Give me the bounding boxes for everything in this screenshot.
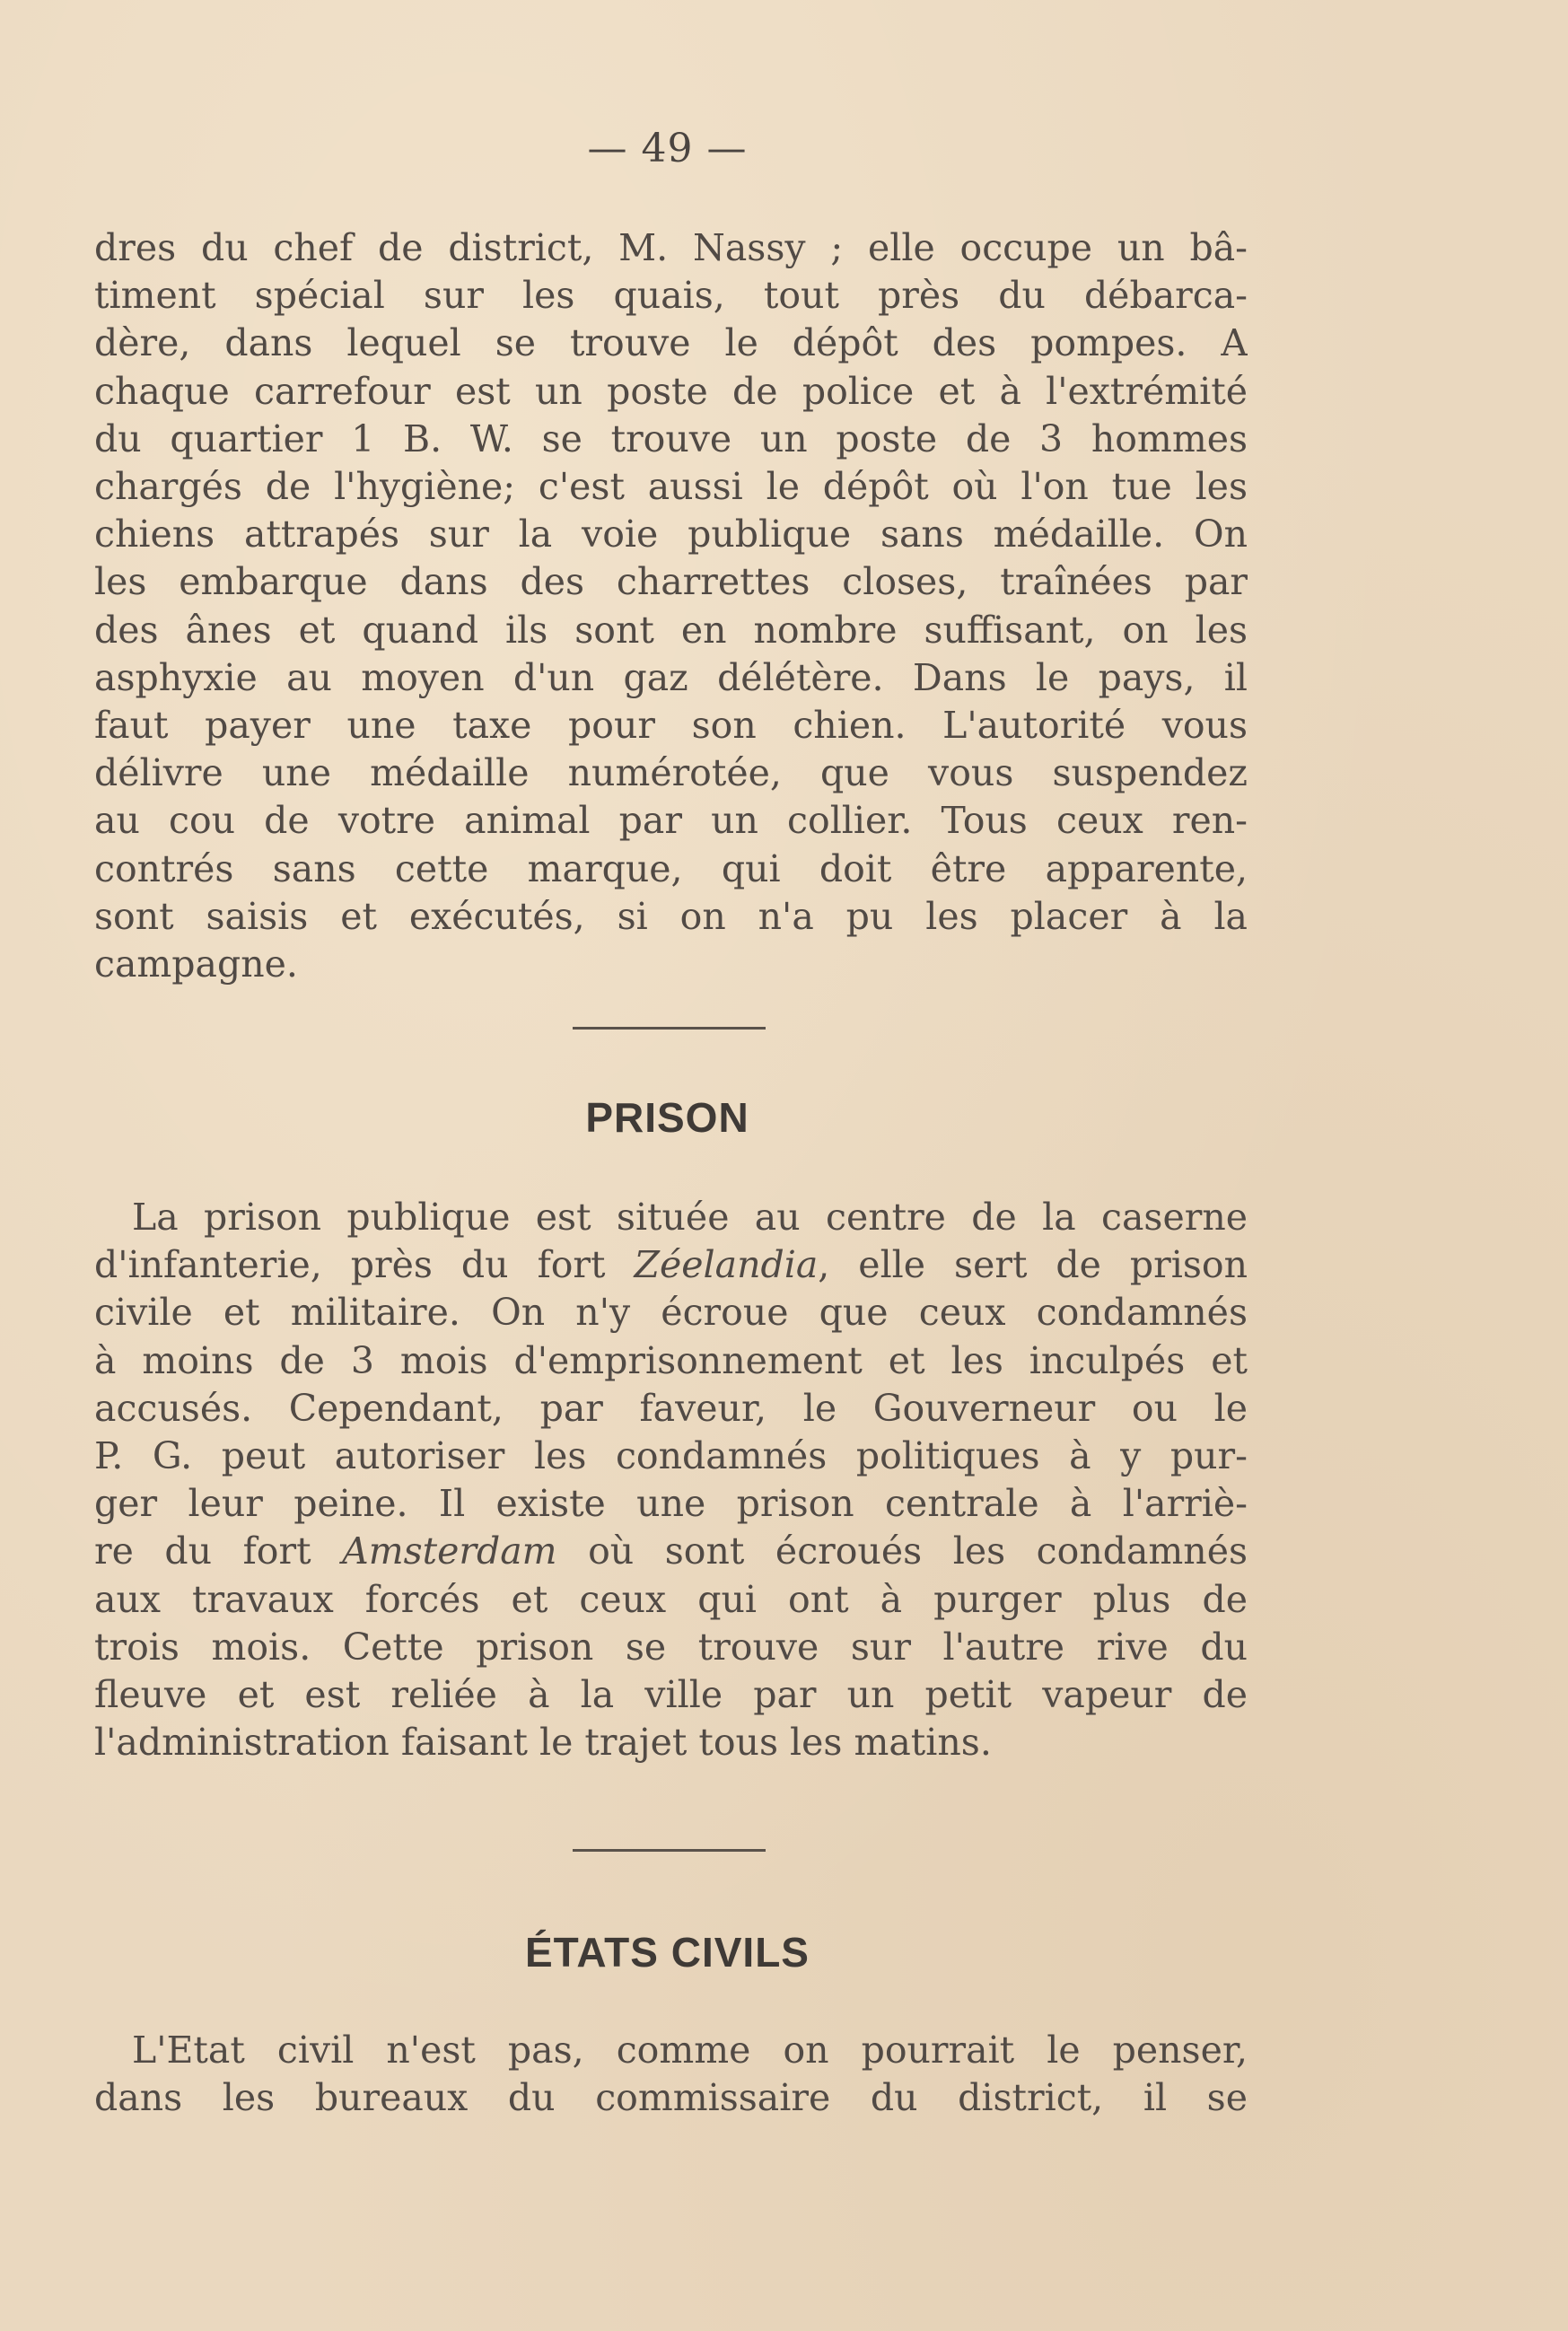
text-line: campagne. <box>94 942 298 986</box>
text-line: chaque carrefour est un poste de police et à l'extrémité <box>94 369 1248 413</box>
text-line: aux travaux forcés et ceux qui ont à purger plus de <box>94 1577 1248 1621</box>
text-line <box>94 1241 1248 1289</box>
section-divider <box>573 1027 766 1030</box>
text-fragment: re du fort <box>94 1529 343 1573</box>
text-line: sont saisis et exécutés, si on n'a pu les placer à la <box>94 894 1248 938</box>
text-line: ger leur peine. Il existe une prison centrale à l'arriè- <box>94 1482 1248 1526</box>
text-line: La prison publique est située au centre de la caserne <box>132 1196 1248 1239</box>
text-line: chargés de l'hygiène; c'est aussi le dépôt où l'on tue les <box>94 465 1248 509</box>
text-line: chiens attrapés sur la voie publique sans médaille. On <box>94 513 1248 556</box>
text-line: contrés sans cette marque, qui doit être apparente, <box>94 846 1248 890</box>
text-fragment: d'infanterie, près du fort <box>94 1243 635 1287</box>
paragraph-etats-civils <box>94 2027 1248 2122</box>
text-line <box>94 1528 1248 1575</box>
paragraph-prison <box>94 1194 1248 1766</box>
place-name-amsterdam: Amsterdam <box>342 1529 557 1573</box>
paragraph-police <box>94 224 1248 988</box>
place-name-zeelandia: Zéelandia <box>634 1243 819 1287</box>
text-line: faut payer une taxe pour son chien. L'autorité vous <box>94 704 1248 748</box>
text-line: les embarque dans des charrettes closes, traînées par <box>94 560 1248 604</box>
text-fragment: où sont écroués les condamnés <box>556 1529 1248 1573</box>
text-line: trois mois. Cette prison se trouve sur l'autre rive du <box>94 1625 1248 1669</box>
text-line: accusés. Cependant, par faveur, le Gouverneur ou le <box>94 1386 1248 1430</box>
section-heading-prison: PRISON <box>585 1094 749 1141</box>
text-line: dère, dans lequel se trouve le dépôt des pompes. A <box>94 321 1248 365</box>
text-line: L'Etat civil n'est pas, comme on pourrait le penser, <box>132 2029 1248 2072</box>
text-line: asphyxie au moyen d'un gaz délétère. Dans le pays, il <box>94 655 1248 699</box>
section-divider <box>573 1849 766 1852</box>
text-line: des ânes et quand ils sont en nombre suffisant, on les <box>94 608 1248 652</box>
text-line: à moins de 3 mois d'emprisonnement et les inculpés et <box>94 1338 1248 1382</box>
page-number: — 49 — <box>587 126 748 171</box>
text-line: l'administration faisant le trajet tous les matins. <box>94 1721 992 1765</box>
text-line: du quartier 1 B. W. se trouve un poste de 3 hommes <box>94 416 1248 460</box>
section-heading-etats-civils: ÉTATS CIVILS <box>525 1929 810 1976</box>
text-line: au cou de votre animal par un collier. Tous ceux ren- <box>94 799 1248 843</box>
text-line: dans les bureaux du commissaire du district, il se <box>94 2076 1248 2120</box>
text-line: P. G. peut autoriser les condamnés politiques à y pur- <box>94 1434 1248 1478</box>
text-line: délivre une médaille numérotée, que vous suspendez <box>94 751 1248 795</box>
text-line: timent spécial sur les quais, tout près du débarca- <box>94 274 1248 318</box>
text-line: fleuve et est reliée à la ville par un petit vapeur de <box>94 1673 1248 1717</box>
text-line: civile et militaire. On n'y écroue que ceux condamnés <box>94 1291 1248 1335</box>
text-fragment: , elle sert de prison <box>818 1243 1248 1287</box>
text-line: dres du chef de district, M. Nassy ; elle occupe un bâ- <box>94 226 1248 269</box>
